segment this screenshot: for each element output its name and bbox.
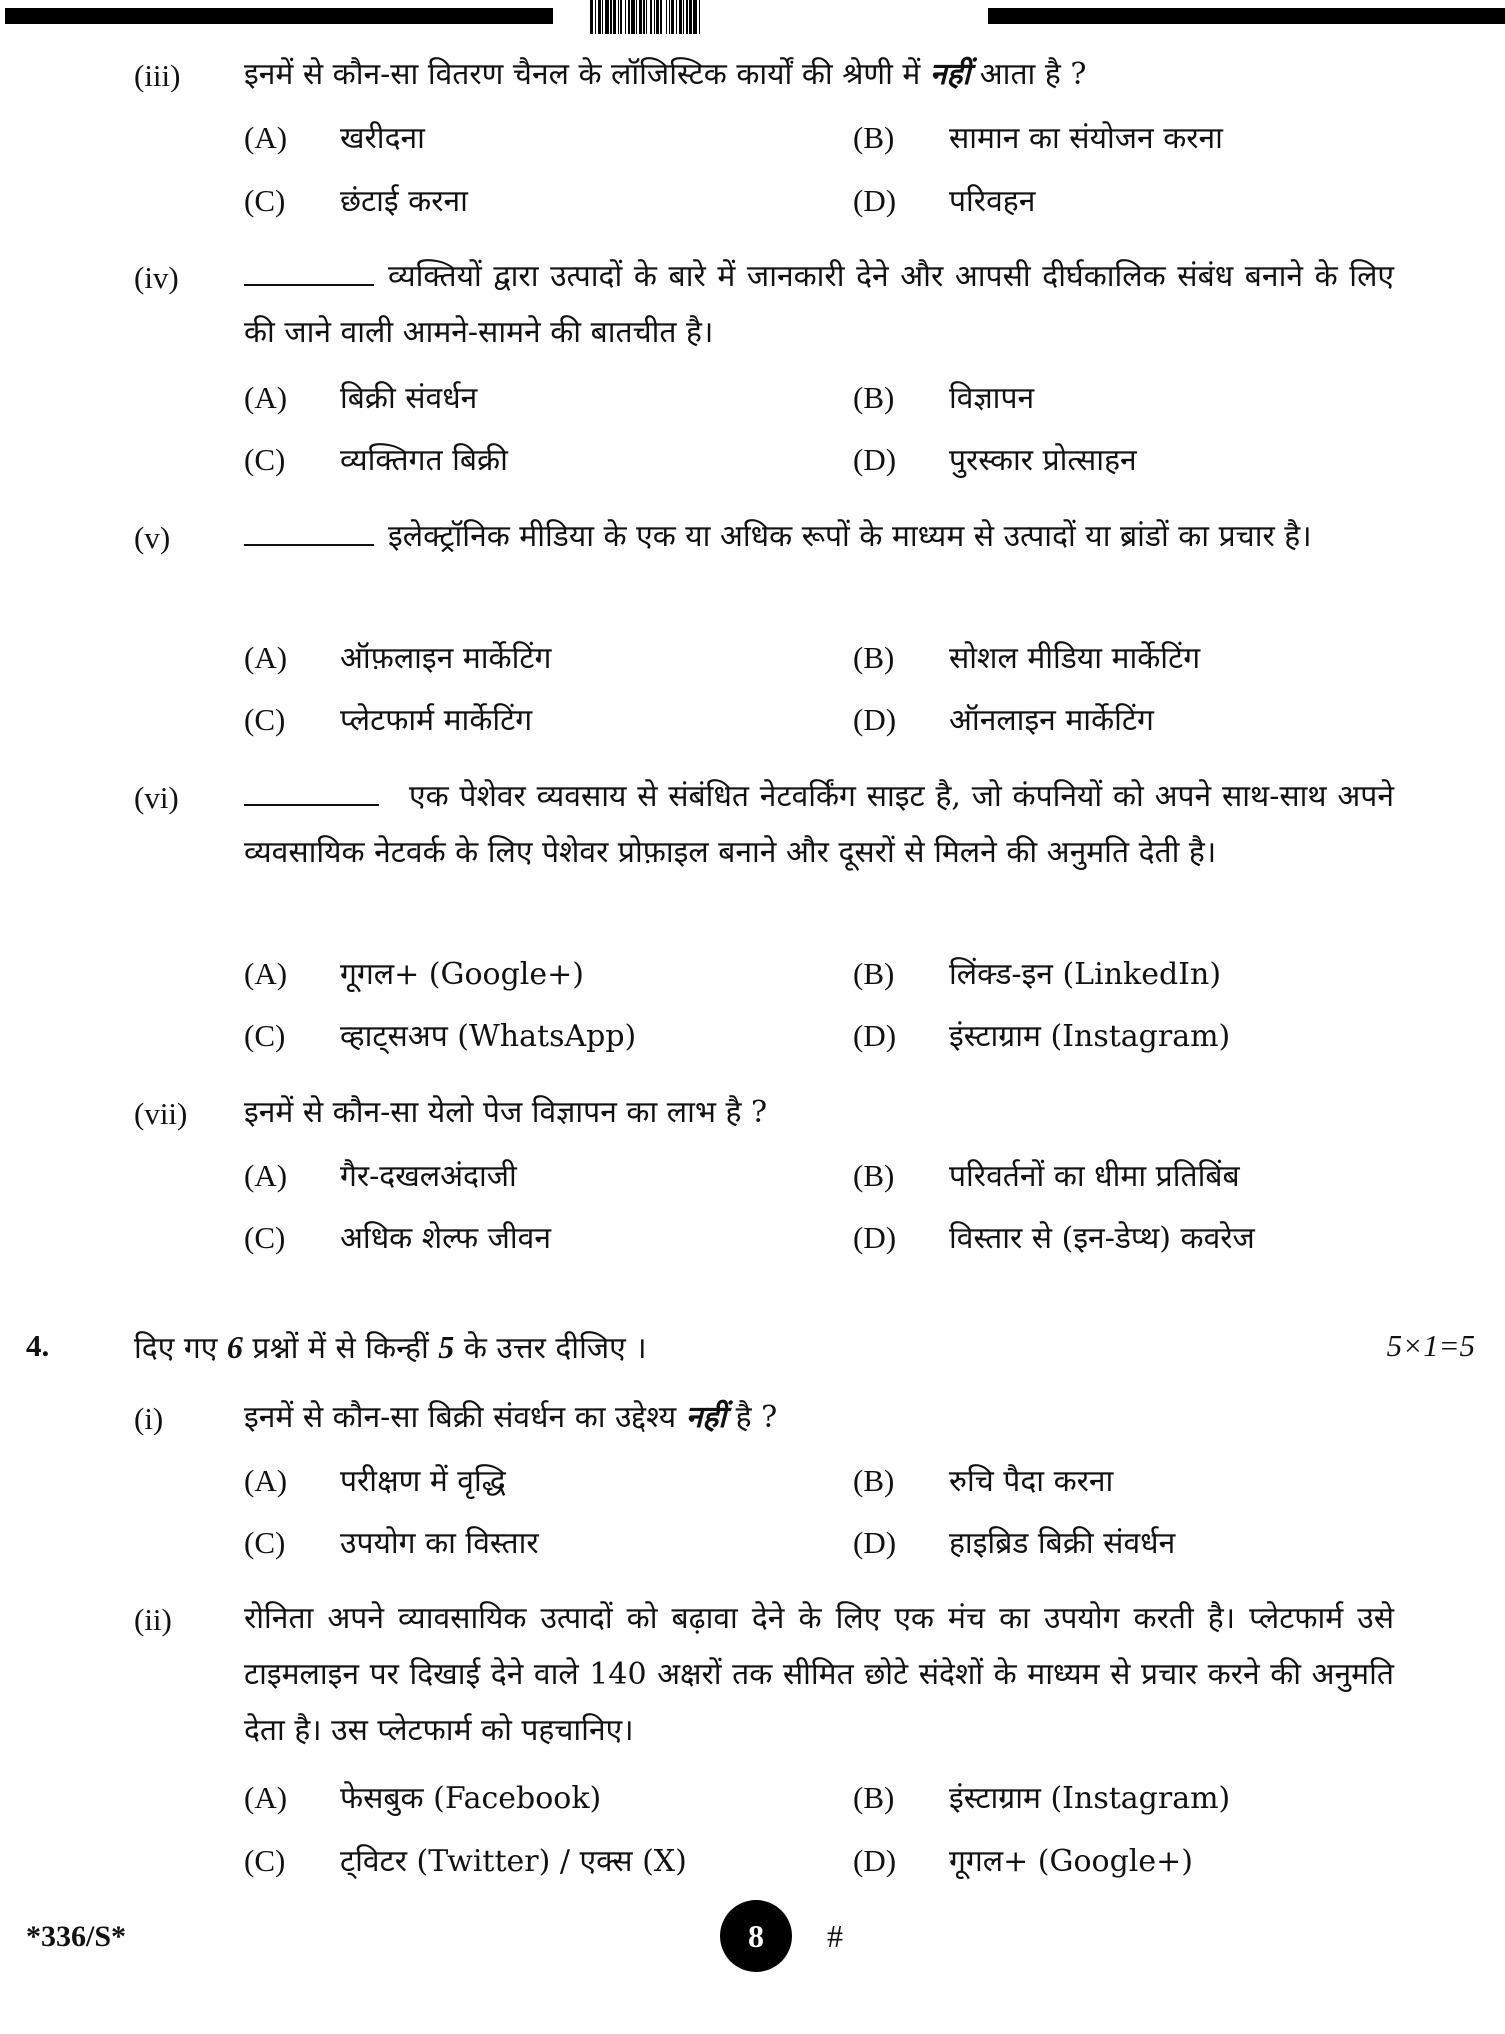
question-number: (v) (134, 520, 171, 555)
option-a: (A) गूगल+ (Google+) (244, 956, 584, 992)
question-text: इनमें से कौन-सा येलो पेज विज्ञापन का लाभ है ? (244, 1095, 768, 1130)
hash-mark: # (827, 1918, 843, 1954)
option-d: (D) इंस्टाग्राम (Instagram) (853, 1018, 1231, 1054)
section-number: 4. (26, 1328, 50, 1363)
option-b: (B) परिवर्तनों का धीमा प्रतिबिंब (853, 1158, 1240, 1194)
option-d: (D) गूगल+ (Google+) (853, 1843, 1193, 1879)
option-d: (D) हाइब्रिड बिक्री संवर्धन (853, 1525, 1176, 1561)
question-text: रोनिता अपने व्यावसायिक उत्पादों को बढ़ावा देने के लिए एक मंच का उपयोग करती है। प्लेटफार्म उसे टाइमलाइन पर दिखाई देने वाले 140 अक्षरों तक सीमित छोटे संदेशों के माध्यम से प्रचार करने की अनुमति देता है। उस प्लेटफार्म को पहचानिए। (244, 1601, 1394, 1748)
option-b: (B) रुचि पैदा करना (853, 1463, 1114, 1499)
question-number: (iii) (134, 58, 181, 93)
header-bar-right (988, 8, 1505, 24)
option-b: (B) इंस्टाग्राम (Instagram) (853, 1780, 1231, 1816)
question-text: एक पेशेवर व्यवसाय से संबंधित नेटवर्किंग साइट है, जो कंपनियों को अपने साथ-साथ अपने व्यवसायिक नेटवर्क के लिए पेशेवर प्रोफ़ाइल बनाने और दूसरों से मिलने की अनुमति देती है। (244, 779, 1394, 870)
option-a: (A) ऑफ़लाइन मार्केटिंग (244, 640, 552, 676)
paper-code: *336/S* (26, 1920, 127, 1953)
option-b: (B) लिंक्ड-इन (LinkedIn) (853, 956, 1222, 992)
question-text: इनमें से कौन-सा वितरण चैनल के लॉजिस्टिक कार्यों की श्रेणी में नहीं आता है ? (244, 57, 1087, 92)
option-d: (D) विस्तार से (इन-डेप्थ) कवरेज (853, 1220, 1255, 1256)
fill-blank (244, 530, 374, 546)
option-b: (B) विज्ञापन (853, 380, 1035, 416)
emphasis-not: नहीं (685, 1400, 727, 1435)
option-d: (D) ऑनलाइन मार्केटिंग (853, 702, 1154, 738)
option-b: (B) सामान का संयोजन करना (853, 120, 1223, 156)
option-a: (A) परीक्षण में वृद्धि (244, 1463, 506, 1499)
fill-blank (244, 270, 374, 286)
option-a: (A) फेसबुक (Facebook) (244, 1780, 602, 1816)
section-instruction: दिए गए 6 प्रश्नों में से किन्हीं 5 के उत्तर दीजिए । (134, 1329, 647, 1366)
question-number: (ii) (134, 1602, 172, 1637)
option-a: (A) गैर-दखलअंदाजी (244, 1158, 517, 1194)
option-a: (A) खरीदना (244, 120, 425, 156)
option-c: (C) उपयोग का विस्तार (244, 1525, 539, 1561)
fill-blank (244, 790, 379, 806)
option-c: (C) अधिक शेल्फ जीवन (244, 1220, 552, 1256)
header-bar-left (5, 8, 553, 24)
question-number: (i) (134, 1401, 164, 1436)
option-c: (C) व्हाट्सअप (WhatsApp) (244, 1018, 637, 1054)
page-number-badge: 8 (720, 1900, 792, 1972)
question-number: (iv) (134, 260, 179, 295)
emphasis-not: नहीं (929, 57, 971, 92)
question-text: इलेक्ट्रॉनिक मीडिया के एक या अधिक रूपों के माध्यम से उत्पादों या ब्रांडों का प्रचार है। (244, 509, 1394, 565)
option-d: (D) पुरस्कार प्रोत्साहन (853, 442, 1137, 478)
question-number: (vii) (134, 1096, 188, 1131)
question-text: इनमें से कौन-सा बिक्री संवर्धन का उद्देश्य नहीं है ? (244, 1400, 778, 1435)
option-d: (D) परिवहन (853, 183, 1036, 219)
option-c: (C) छंटाई करना (244, 183, 468, 219)
section-marks: 5×1=5 (1386, 1328, 1475, 1363)
option-c: (C) व्यक्तिगत बिक्री (244, 442, 508, 478)
option-c: (C) प्लेटफार्म मार्केटिंग (244, 702, 533, 738)
option-c: (C) ट्विटर (Twitter) / एक्स (X) (244, 1843, 687, 1879)
question-text: व्यक्तियों द्वारा उत्पादों के बारे में जानकारी देने और आपसी दीर्घकालिक संबंध बनाने के लिए की जाने वाली आमने-सामने की बातचीत है। (244, 259, 1394, 350)
question-number: (vi) (134, 780, 179, 815)
barcode (590, 0, 952, 34)
barcode-bar (700, 0, 702, 34)
option-b: (B) सोशल मीडिया मार्केटिंग (853, 640, 1201, 676)
option-a: (A) बिक्री संवर्धन (244, 380, 478, 416)
